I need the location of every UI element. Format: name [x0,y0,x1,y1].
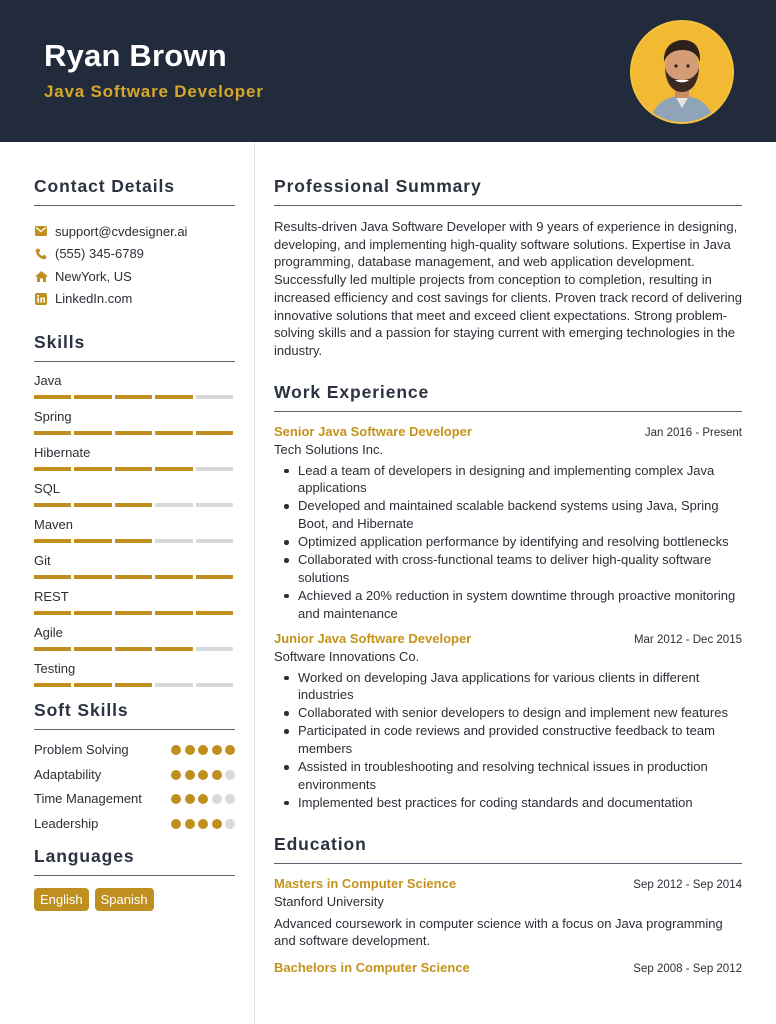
rating-dot [225,819,235,829]
skill-name: Git [34,553,51,568]
summary-text: Results-driven Java Software Developer with 9 years of experience in designing, developing, and implementing high-quality software solutions. Expertise in Java programming, database management, and web application development. Successfully led multiple projects from conception to completion, resulting in increased efficiency and cost savings for clients. Proven track record of delivering innovative solutions that meet and exceed client expectations. Strong problem-solving skills and a passion for staying current with emerging technologies in the industry. [274,219,742,358]
education-section [274,834,742,976]
education-entry [274,876,742,951]
skill-level-segment [34,647,71,651]
skill-name: Hibernate [34,445,91,460]
candidate-name: Ryan Brown [44,38,227,73]
list-item: Collaborated with senior developers to design and implement new features [298,704,742,722]
experience-section [274,382,742,812]
skill-level-segment [34,611,71,615]
summary-heading: Professional Summary [274,176,742,206]
contact-phone-text: (555) 345-6789 [55,246,144,262]
skill-level-bar [34,647,235,651]
list-item: Implemented best practices for coding standards and documentation [298,794,742,812]
skill-level-segment [155,431,192,435]
education-description: Advanced coursework in computer science with a focus on Java programming and software development. [274,915,723,949]
job-bullets [274,669,742,812]
skill-name: Maven [34,517,74,532]
skill-level-segment [115,467,152,471]
skill-level-segment [155,683,192,687]
skill-item [34,552,235,579]
rating-dot [212,770,222,780]
skill-level-segment [74,539,111,543]
skill-level-segment [34,431,71,435]
contact-section [34,176,235,310]
skill-level-segment [196,575,233,579]
skill-level-segment [74,467,111,471]
skill-item [34,588,235,615]
skill-level-bar [34,395,235,399]
list-item: Worked on developing Java applications for various clients in different industries [298,669,742,705]
skill-item [34,516,235,543]
skill-level-segment [196,395,233,399]
skill-level-segment [196,647,233,651]
soft-skill-rating [171,819,235,829]
skill-name: SQL [34,481,61,496]
skill-level-segment [115,647,152,651]
skill-level-segment [196,539,233,543]
skill-level-segment [34,467,71,471]
soft-skills-heading: Soft Skills [34,700,235,730]
skill-item [34,624,235,651]
soft-skill-name: Leadership [34,815,99,831]
skill-name: Java [34,373,62,388]
rating-dot [185,819,195,829]
contact-location [34,265,235,288]
skill-level-segment [115,539,152,543]
linkedin-icon [34,292,48,306]
list-item: Developed and maintained scalable backend systems using Java, Spring Boot, and Hibernate [298,497,742,533]
email-icon [34,224,48,238]
rating-dot [198,794,208,804]
degree-date: Sep 2008 - Sep 2012 [633,963,742,976]
skill-level-segment [155,647,192,651]
skill-name: Testing [34,661,76,676]
skill-level-bar [34,431,235,435]
skill-level-segment [155,395,192,399]
skill-level-segment [34,539,71,543]
list-item: Achieved a 20% reduction in system downtime through proactive monitoring and maintenance [298,587,742,623]
soft-skill-name: Time Management [34,791,142,806]
job-date: Jan 2016 - Present [644,426,742,439]
soft-skill-rating [171,745,235,755]
rating-dot [171,819,181,829]
school-name: Stanford University [274,893,384,909]
degree-title: Masters in Computer Science [274,875,457,891]
summary-section [274,176,742,360]
skill-level-segment [74,683,111,687]
skill-level-segment [196,503,233,507]
experience-heading: Work Experience [274,382,742,412]
list-item: Optimized application performance by identifying and resolving bottlenecks [298,533,742,551]
list-item: Participated in code reviews and provided constructive feedback to team members [298,722,742,758]
job-bullets [274,462,742,623]
rating-dot [171,770,181,780]
skill-level-segment [34,683,71,687]
job-title: Senior Java Software Developer [274,423,472,439]
soft-skill-rating [171,770,235,780]
rating-dot [225,770,235,780]
rating-dot [198,770,208,780]
degree-title: Bachelors in Computer Science [274,960,470,976]
skill-level-segment [196,467,233,471]
contact-email[interactable] [34,220,235,243]
skill-level-segment [74,611,111,615]
resume-header [0,0,776,142]
contact-linkedin[interactable] [34,288,235,311]
right-column [274,142,742,975]
rating-dot [171,745,181,755]
skill-level-bar [34,503,235,507]
column-divider [254,142,255,1024]
skill-level-segment [115,503,152,507]
left-column [34,142,235,911]
list-item: Lead a team of developers in designing and implementing complex Java applications [298,462,742,498]
skill-name: Agile [34,625,63,640]
soft-skill-item [34,790,235,808]
skill-level-segment [74,503,111,507]
languages-heading: Languages [34,846,235,876]
skill-level-segment [74,647,111,651]
job-title: Junior Java Software Developer [274,630,472,646]
contact-heading: Contact Details [34,176,235,206]
languages-section [34,846,235,911]
degree-date: Sep 2012 - Sep 2014 [633,878,742,891]
soft-skills-section [34,700,235,832]
skill-item [34,480,235,507]
skill-item [34,660,235,687]
skill-item [34,372,235,399]
avatar-photo-icon [632,22,732,122]
soft-skill-name: Adaptability [34,766,102,782]
skill-name: Spring [34,409,72,424]
skill-level-segment [115,575,152,579]
list-item: Assisted in troubleshooting and resolving technical issues in production environments [298,758,742,794]
rating-dot [171,794,181,804]
soft-skill-item [34,766,235,784]
skills-section [34,332,235,687]
soft-skill-item [34,741,235,759]
skill-name: REST [34,589,69,604]
skill-level-segment [196,431,233,435]
skill-level-bar [34,539,235,543]
rating-dot [185,745,195,755]
language-badge: English [34,888,89,911]
skill-level-segment [34,575,71,579]
job-company: Tech Solutions Inc. [274,441,384,457]
home-icon [34,269,48,283]
skill-level-segment [74,431,111,435]
skill-item [34,408,235,435]
education-heading: Education [274,834,742,864]
rating-dot [212,819,222,829]
skill-level-segment [115,611,152,615]
skill-level-bar [34,683,235,687]
job-company: Software Innovations Co. [274,648,420,664]
rating-dot [225,794,235,804]
skill-item [34,444,235,471]
rating-dot [198,745,208,755]
skill-level-segment [115,683,152,687]
skill-level-bar [34,467,235,471]
candidate-title: Java Software Developer [44,82,264,101]
skill-level-segment [155,467,192,471]
skill-level-segment [74,395,111,399]
soft-skill-item [34,815,235,833]
skill-level-segment [196,683,233,687]
rating-dot [212,745,222,755]
skill-level-segment [34,503,71,507]
job-entry [274,424,742,623]
list-item: Collaborated with cross-functional teams to deliver high-quality software solutions [298,551,742,587]
avatar [630,20,734,124]
language-badge: Spanish [95,888,154,911]
job-date: Mar 2012 - Dec 2015 [633,633,742,646]
contact-phone[interactable] [34,243,235,266]
skill-level-segment [34,395,71,399]
skill-level-segment [115,431,152,435]
contact-linkedin-text: LinkedIn.com [55,291,133,307]
contact-location-text: NewYork, US [55,268,132,284]
soft-skill-name: Problem Solving [34,742,129,757]
skill-level-segment [115,395,152,399]
contact-email-text: support@cvdesigner.ai [55,223,188,239]
skills-heading: Skills [34,332,235,362]
skill-level-segment [74,575,111,579]
rating-dot [185,770,195,780]
job-entry [274,631,742,812]
soft-skill-rating [171,794,235,804]
rating-dot [212,794,222,804]
skill-level-bar [34,611,235,615]
skill-level-segment [196,611,233,615]
skill-level-segment [155,503,192,507]
education-entry [274,960,742,975]
skill-level-segment [155,539,192,543]
skill-level-segment [155,575,192,579]
phone-icon [34,247,48,261]
rating-dot [198,819,208,829]
skill-level-bar [34,575,235,579]
skill-level-segment [155,611,192,615]
rating-dot [225,745,235,755]
rating-dot [185,794,195,804]
